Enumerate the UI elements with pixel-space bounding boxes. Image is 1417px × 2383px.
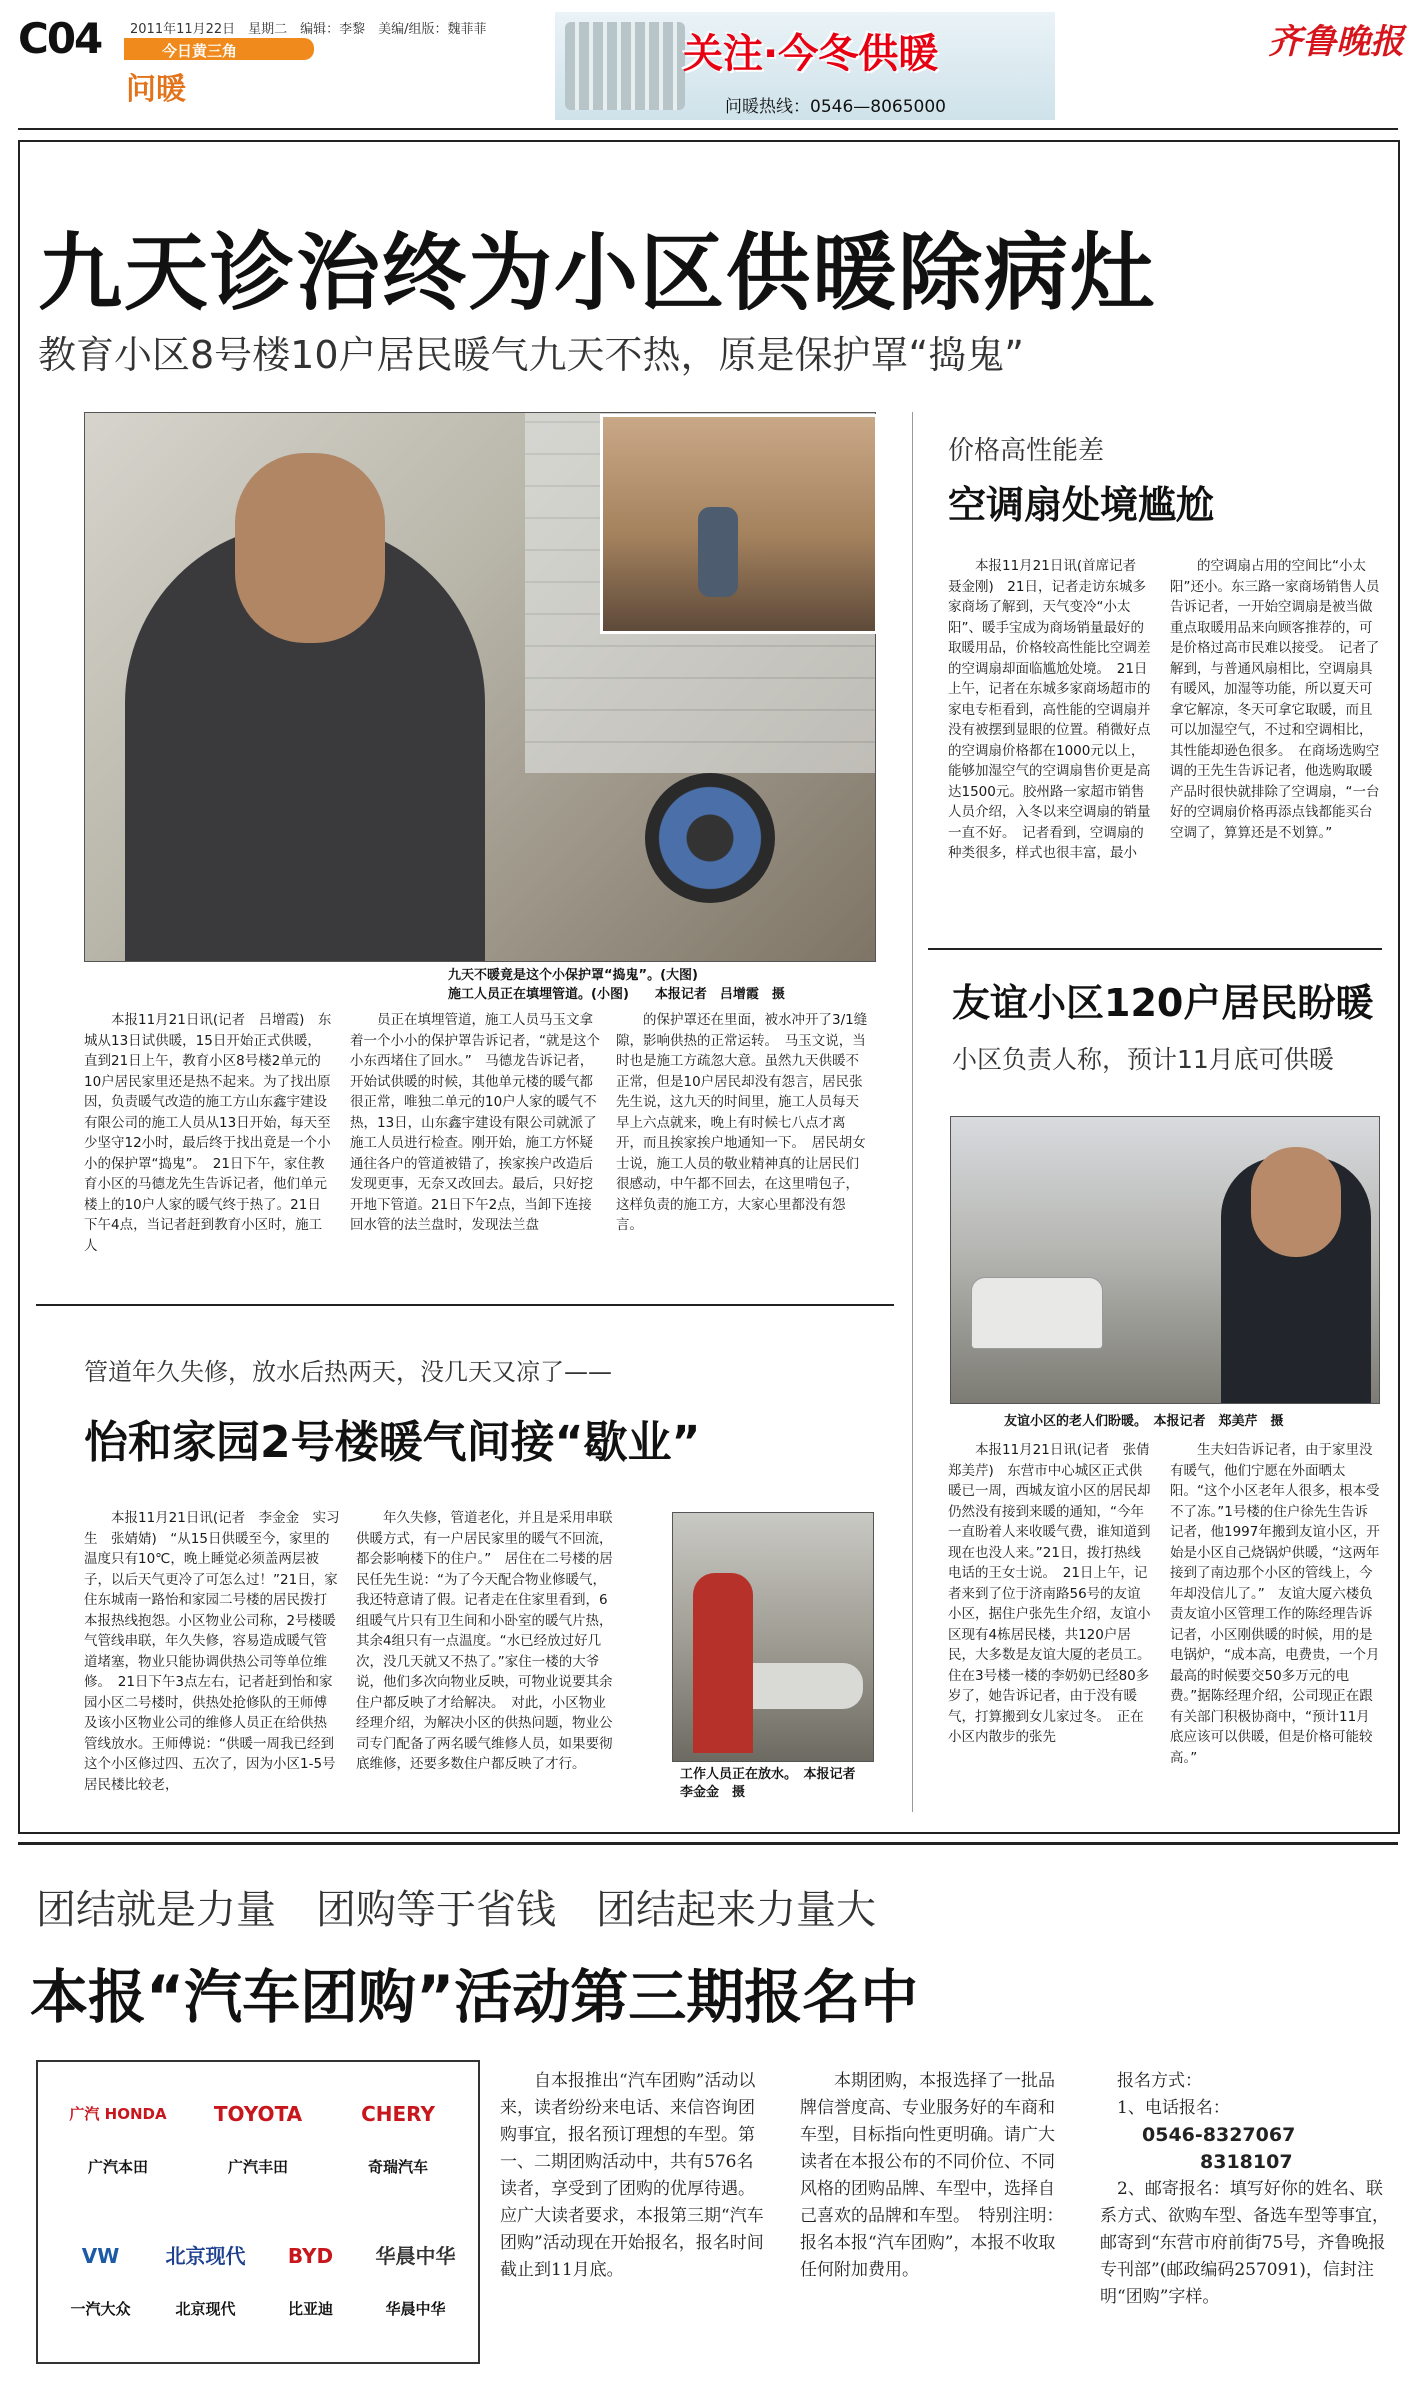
yihe-photo [672, 1512, 874, 1762]
youyi-column-1-text: 本报11月21日讯(记者 张倩 郑美芹) 东营市中心城区正式供暖已一周，西城友谊小区的居民却仍然没有接到来暖的通知，“今年一直盼着人来收暖气费，谁知道到现在也没人来。”21日，拨打热线电话的王女士说。 21日上午，记者来到了位于济南路56号的友谊小区，据住户张先生介绍，友谊小区现有4栋居民楼，共120户居民，大多数是友谊大厦的老员工。住在3号楼一楼的李奶奶已经80多岁了，她告诉记者，由于没有暖气，打算搬到女儿家过冬。 正在小区内散步的张先 [948, 1442, 1164, 1745]
brand-logo: 华晨中华 [375, 2244, 456, 2268]
brand-logo: VW [81, 2244, 120, 2268]
yihe-headline: 怡和家园2号楼暖气间接“歇业” [84, 1417, 701, 1468]
masthead-rule [18, 128, 1398, 130]
elderly-face [1251, 1147, 1341, 1257]
worker-red-figure [693, 1573, 753, 1753]
youyi-column-1 [948, 1440, 1164, 1808]
section-banner-label: 今日黄三角 [162, 42, 238, 60]
brand-name: 奇瑞汽车 [367, 2158, 428, 2176]
brand-item [328, 2072, 468, 2208]
protection-cover-object [645, 773, 775, 903]
group-buy-headline: 本报“汽车团购”活动第三期报名中 [30, 1963, 919, 2031]
phone-number-1: 0546-8327067 [1142, 2124, 1296, 2146]
brand-logo: 北京现代 [165, 2244, 246, 2268]
aircon-kicker: 价格高性能差 [948, 436, 1105, 466]
aircon-column-1-text: 本报11月21日讯(首席记者 聂金刚) 21日，记者走访东城多家商场了解到，天气变冷“小太阳”、暖手宝成为商场销量最好的取暖用品，价格较高性能比空调差的空调扇却面临尴尬处境。 21日上午，记者在东城多家商场超市的家电专柜看到，高性能的空调扇并没有被摆到显眼的位置。稍微好点的空调扇价格都在1000元以上，能够加湿空气的空调扇售价更是高达1500元。胶州路一家超市销售人员介绍，入冬以来空调扇的销量一直不好。 记者看到，空调扇的种类很多，样式也很丰富，最小 [948, 558, 1151, 861]
aircon-column-2 [1170, 556, 1380, 926]
youyi-column-2 [1170, 1440, 1380, 1808]
group-buy-col-1-text: 自本报推出“汽车团购”活动以来，读者纷纷来电话、来信咨询团购事宜，报名预订理想的车型。第一、二期团购活动中，共有576名读者，享受到了团购的优厚待遇。 应广大读者要求，本报第三期“汽车团购”活动现在开始报名，报名时间截止到11月底。 [500, 2071, 764, 2280]
lead-photo-caption-1: 九天不暖竟是这个小保护罩“捣鬼”。(大图) [448, 968, 698, 983]
lead-column-2 [350, 1010, 600, 1278]
lead-photo-caption-2: 施工人员正在填埋管道。(小图) 本报记者 吕增霞 摄 [448, 987, 785, 1002]
brand-item [48, 2072, 188, 2208]
worker-figure [698, 507, 738, 597]
brand-logo: CHERY [361, 2102, 435, 2126]
section-title: 问暖 [126, 72, 186, 107]
aircon-rule [928, 948, 1382, 950]
brand-logo: BYD [287, 2244, 334, 2268]
lead-column-1-text: 本报11月21日讯(记者 吕增霞) 东城从13日试供暖，15日开始正式供暖，直到21日上午，教育小区8号楼2单元的10户居民家里还是热不起来。为了找出原因，负责暖气改造的施工方山东鑫宇建设有限公司的施工人员从13日开始，每天至少坚守12小时，最后终于找出竟是一个小小的保护罩“捣鬼”。 21日下午，家住教育小区的马德龙先生告诉记者，他们单元楼上的10户人家的暖气终于热了。21日下午4点，当记者赶到教育小区时，施工人 [84, 1012, 332, 1254]
lead-column-3-text: 的保护罩还在里面，被水冲开了3/1缝隙，影响供热的正常运转。 马玉文说，当时也是施工方疏忽大意。虽然九天供暖不正常，但是10户居民却没有怨言，居民张先生说，这九天的时间里，施工人员每天早上六点就来，晚上有时候七八点才离开，而且挨家挨户地通知一下。 居民胡女士说，施工人员的敬业精神真的让居民们很感动，中午都不回去，在这里啃包子，这样负责的施工方，大家心里都没有怨言。 [616, 1012, 868, 1233]
yihe-column-1-text: 本报11月21日讯(记者 李金金 实习生 张婧婧) “从15日供暖至今，家里的温度只有10℃，晚上睡觉必须盖两层被子，以后天气更冷了可怎么过！”21日，家住东城南一路怡和家园二号楼的居民拨打本报热线抱怨。小区物业公司称，2号楼暖气管线串联，年久失修，容易造成暖气管道堵塞，物业只能协调供热公司等单位维修。 21日下午3点左右，记者赶到怡和家园小区二号楼时，供热处抢修队的王师傅及该小区物业公司的维修人员正在给供热管线放水。王师傅说：“供暖一周我已经到这个小区修过四、五次了，因为小区1-5号居民楼比较老， [84, 1510, 340, 1793]
aircon-headline: 空调扇处境尴尬 [948, 483, 1215, 527]
brand-logo: 广汽 HONDA [69, 2105, 167, 2123]
page-number: C04 [18, 14, 102, 63]
brand-item [153, 2214, 258, 2350]
brand-name: 华晨中华 [385, 2300, 446, 2318]
date-line: 2011年11月22日 星期二 编辑：李黎 美编/组版：魏菲菲 [130, 22, 487, 37]
lead-bottom-rule [36, 1304, 894, 1306]
lead-headline: 九天诊治终为小区供暖除病灶 [38, 224, 1157, 322]
yihe-photo-caption: 工作人员正在放水。 本报记者 李金金 摄 [680, 1767, 869, 1800]
youyi-column-2-text: 生夫妇告诉记者，由于家里没有暖气，他们宁愿在外面晒太阳。“这个小区老年人很多，根本受不了冻。”1号楼的住户徐先生告诉记者，他1997年搬到友谊小区，开始是小区自己烧锅炉供暖，“这两年接到了南边那个小区的管线上，今年却没信儿了。” 友谊大厦六楼负责友谊小区管理工作的陈经理告诉记者，小区刚供暖的时候，用的是电锅炉，“成本高，电费贵，一个月最高的时候要交50多万元的电费。”据陈经理介绍，公司现正在跟有关部门积极协商中，“预计11月底应该可以供暖，但是价格可能较高。” [1170, 1442, 1380, 1766]
brand-name: 一汽大众 [70, 2300, 131, 2318]
yihe-kicker: 管道年久失修，放水后热两天，没几天又凉了—— [84, 1358, 612, 1386]
parked-car [971, 1277, 1103, 1349]
newspaper-name: 齐鲁晚报 [1268, 22, 1404, 62]
ad-top-rule [18, 1842, 1398, 1845]
youyi-photo [950, 1116, 1380, 1404]
yihe-column-2 [356, 1508, 618, 1808]
lead-subheadline: 教育小区8号楼10户居民暖气九天不热，原是保护罩“捣鬼” [38, 333, 1024, 377]
signup-title: 报名方式： [1117, 2071, 1202, 2091]
vertical-divider [912, 412, 913, 1812]
group-buy-signup [1100, 2068, 1390, 2311]
yihe-column-2-text: 年久失修，管道老化，并且是采用串联供暖方式，有一户居民家里的暖气不回流，都会影响楼下的住户。” 居住在二号楼的居民任先生说：“为了今天配合物业修暖气，我还特意请了假。记者走在住家里看到，6组暖气片只有卫生间和小卧室的暖气片热，其余4组只有一点温度。“水已经放过好几次，没几天就又不热了。”家住一楼的大爷说，他们多次向物业反映，可物业说要其余住户都反映了才给解决。 对此，小区物业经理介绍，为解决小区的供热问题，物业公司专门配备了两名暖气维修人员，如果要彻底维修，还要多数住户都反映了才行。 [356, 1510, 613, 1772]
phone-label: 1、电话报名： [1117, 2098, 1230, 2118]
brand-logo: TOYOTA [213, 2102, 303, 2126]
brand-name: 广汽本田 [87, 2158, 148, 2176]
group-buy-col-2-text: 本期团购，本报选择了一批品牌信誉度高、专业服务好的车商和车型，目标指向性更明确。请广大读者在本报公布的不同价位、不同风格的团购品牌、车型中，选择自己喜欢的品牌和车型。 特别注明：报名本报“汽车团购”，本报不收取任何附加费用。 [800, 2071, 1064, 2280]
promo-banner [555, 12, 1055, 120]
brand-name: 比亚迪 [287, 2300, 333, 2318]
aircon-column-2-text: 的空调扇占用的空间比“小太阳”还小。东三路一家商场销售人员告诉记者，一开始空调扇是被当做重点取暖用品来向顾客推荐的，可是价格过高市民难以接受。 记者了解到，与普通风扇相比，空调扇具有暖风，加湿等功能，所以夏天可拿它解凉，冬天可拿它取暖，而且可以加湿空气，不过和空调相比，其性能却逊色很多。 在商场选购空调的王先生告诉记者，他选购取暖产品时很快就排除了空调扇，“一台好的空调扇价格再添点钱都能买台空调了，算算还是不划算。” [1170, 558, 1380, 841]
brand-panel [36, 2060, 480, 2364]
mail-instructions: 2、邮寄报名：填写好你的姓名、联系方式、欲购车型、备选车型等事宜，邮寄到“东营市府前街75号，齐鲁晚报专刊部”(邮政编码257091)，信封注明“团购”字样。 [1100, 2179, 1389, 2307]
promo-title: 关注·今冬供暖 [683, 31, 939, 77]
group-buy-col-1 [500, 2068, 770, 2284]
brand-grid [48, 2072, 468, 2352]
section-banner [124, 38, 314, 60]
lead-column-2-text: 员正在填埋管道，施工人员马玉文拿着一个小小的保护罩告诉记者，“就是这个小东西堵住了回水。” 马德龙告诉记者，开始试供暖的时候，其他单元楼的暖气都很正常，唯独二单元的10户人家的暖气不热，13日，山东鑫宇建设有限公司就派了施工人员进行检查。刚开始，施工方怀疑通往各户的管道被错了，挨家挨户改造后发现更事，无奈又改回去。最后，只好挖开地下管道。21日下午2点，当卸下连接回水管的法兰盘时，发现法兰盘 [350, 1012, 600, 1233]
yihe-column-1 [84, 1508, 340, 1808]
group-buy-col-2 [800, 2068, 1070, 2284]
brand-item [48, 2214, 153, 2350]
youyi-headline: 友谊小区120户居民盼暖 [952, 981, 1374, 1025]
aircon-column-1 [948, 556, 1154, 926]
person-face [235, 453, 385, 643]
brand-item [363, 2214, 468, 2350]
lead-column-1 [84, 1010, 334, 1278]
lead-column-3 [616, 1010, 872, 1278]
brand-name: 广汽丰田 [227, 2158, 288, 2176]
group-buy-slogan: 团结就是力量 团购等于省钱 团结起来力量大 [36, 1887, 876, 1933]
brand-item [258, 2214, 363, 2350]
youyi-photo-caption: 友谊小区的老人们盼暖。 本报记者 郑美芹 摄 [1004, 1414, 1284, 1429]
radiator-icon [565, 22, 685, 110]
promo-hotline: 问暖热线：0546—8065000 [725, 97, 946, 117]
phone-number-2: 8318107 [1200, 2151, 1293, 2173]
youyi-subheadline: 小区负责人称，预计11月底可供暖 [952, 1045, 1334, 1074]
lead-photo-small [600, 414, 878, 634]
brand-name: 北京现代 [175, 2300, 236, 2318]
brand-item [188, 2072, 328, 2208]
